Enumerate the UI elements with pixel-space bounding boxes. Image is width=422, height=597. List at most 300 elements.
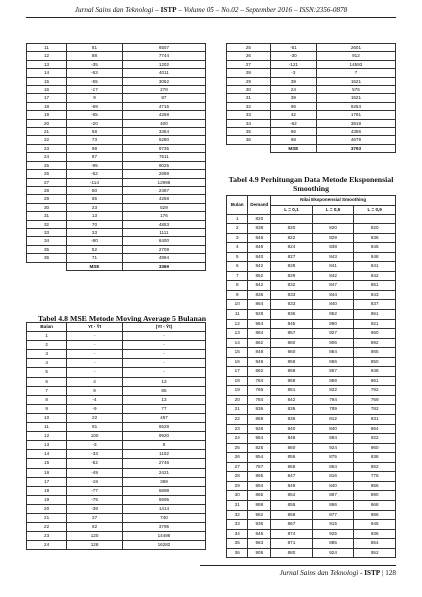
es-l01-cell: 824 bbox=[271, 243, 313, 253]
bulan-cell: 34 bbox=[227, 119, 271, 127]
table-4-9 bbox=[226, 195, 396, 558]
table-row bbox=[27, 60, 206, 68]
bulan-cell: 26 bbox=[227, 453, 248, 463]
es-l09-cell: 845 bbox=[354, 243, 396, 253]
bulan-cell: 34 bbox=[227, 529, 248, 539]
bulan-cell: 29 bbox=[227, 481, 248, 491]
error-cell: -9 bbox=[67, 404, 123, 413]
bulan-cell: 19 bbox=[27, 111, 67, 119]
error-cell: - bbox=[67, 359, 123, 368]
error-cell: 13 bbox=[67, 212, 123, 220]
squared-error-cell: 3364 bbox=[122, 128, 205, 136]
bulan-cell: 24 bbox=[27, 541, 67, 550]
demand-cell: 767 bbox=[248, 462, 271, 472]
demand-cell: 865 bbox=[248, 491, 271, 501]
squared-error-cell: 6400 bbox=[122, 237, 205, 245]
es-l05-cell: 924 bbox=[312, 548, 354, 558]
table-row bbox=[27, 523, 206, 532]
error-cell: -63 bbox=[67, 69, 123, 77]
es-l09-cell: 848 bbox=[354, 252, 396, 262]
es-l09-cell: 945 bbox=[354, 520, 396, 530]
error-cell: -19 bbox=[67, 477, 123, 486]
demand-cell: 842 bbox=[248, 281, 271, 291]
squared-error-cell: 14496 bbox=[122, 532, 205, 541]
header-journal-text: Jurnal Sains dan Teknologi – bbox=[74, 6, 161, 14]
table-row bbox=[27, 94, 206, 102]
es-l05-cell: 822 bbox=[312, 386, 354, 396]
t49-header-demand: Demand bbox=[248, 196, 271, 215]
squared-error-cell: 9254 bbox=[316, 102, 395, 110]
es-l05-cell: 789 bbox=[312, 405, 354, 415]
error-cell: 39 bbox=[270, 94, 316, 102]
es-l05-cell: 847 bbox=[312, 281, 354, 291]
es-l05-cell: 820 bbox=[312, 224, 354, 234]
error-cell: 65 bbox=[67, 195, 123, 203]
es-l01-cell: 832 bbox=[271, 281, 313, 291]
bulan-cell: 2 bbox=[27, 341, 67, 350]
error-cell: 58 bbox=[67, 128, 123, 136]
es-l01-cell: 842 bbox=[271, 395, 313, 405]
table-row bbox=[227, 529, 396, 539]
error-cell: 96 bbox=[270, 102, 316, 110]
bulan-cell: 34 bbox=[27, 237, 67, 245]
es-l09-cell bbox=[354, 214, 396, 224]
es-l01-cell: 855 bbox=[271, 500, 313, 510]
error-cell: -3 bbox=[270, 69, 316, 77]
es-l09-cell: 850 bbox=[354, 357, 396, 367]
bulan-cell: 30 bbox=[27, 203, 67, 211]
table-row bbox=[227, 443, 396, 453]
mse-row bbox=[227, 144, 396, 152]
table-row bbox=[227, 94, 396, 102]
demand-cell: 935 bbox=[248, 520, 271, 530]
bulan-cell: 11 bbox=[27, 44, 67, 52]
squared-error-cell: 1521 bbox=[316, 77, 395, 85]
error-cell: 52 bbox=[67, 245, 123, 253]
bulan-cell: 36 bbox=[227, 548, 248, 558]
error-cell: 88 bbox=[67, 52, 123, 60]
table-row bbox=[227, 290, 396, 300]
es-l05-cell: 857 bbox=[312, 367, 354, 377]
es-l09-cell: 782 bbox=[354, 405, 396, 415]
table-row bbox=[227, 77, 396, 85]
bulan-cell: 35 bbox=[227, 128, 271, 136]
table-row bbox=[27, 450, 206, 459]
table-row bbox=[227, 338, 396, 348]
bulan-cell: 21 bbox=[27, 513, 67, 522]
table-row bbox=[27, 186, 206, 194]
bulan-cell: 27 bbox=[227, 462, 248, 472]
bulan-cell: 6 bbox=[227, 262, 248, 272]
bulan-cell: 3 bbox=[227, 233, 248, 243]
table-row bbox=[27, 119, 206, 127]
es-l09-cell: 890 bbox=[354, 491, 396, 501]
table-row bbox=[227, 281, 396, 291]
bulan-cell: 27 bbox=[27, 178, 67, 186]
error-cell: -52 bbox=[67, 459, 123, 468]
bulan-cell: 12 bbox=[27, 432, 67, 441]
table-row bbox=[27, 495, 206, 504]
error-cell: - bbox=[67, 350, 123, 359]
error-cell: 73 bbox=[67, 136, 123, 144]
squared-error-cell: 7744 bbox=[122, 52, 205, 60]
footer-brand: ISTP bbox=[364, 569, 381, 577]
error-cell: -65 bbox=[67, 111, 123, 119]
bulan-cell: 1 bbox=[27, 332, 67, 341]
table-row bbox=[27, 153, 206, 161]
t48-header-bulan: Bulan bbox=[27, 323, 67, 332]
demand-cell: 864 bbox=[248, 300, 271, 310]
es-l01-cell: 836 bbox=[271, 310, 313, 320]
squared-error-cell: 2669 bbox=[122, 170, 205, 178]
es-l05-cell: 877 bbox=[312, 510, 354, 520]
error-cell: -69 bbox=[67, 102, 123, 110]
table-row bbox=[27, 220, 206, 228]
bulan-cell: 22 bbox=[27, 523, 67, 532]
bulan-cell: 36 bbox=[227, 136, 271, 144]
squared-error-cell: 1521 bbox=[316, 94, 395, 102]
bulan-cell: 33 bbox=[227, 111, 271, 119]
table-row bbox=[227, 510, 396, 520]
error-cell: -33 bbox=[67, 450, 123, 459]
es-l09-cell: 792 bbox=[354, 386, 396, 396]
squared-error-cell: 5595 bbox=[122, 495, 205, 504]
table-4-9-caption bbox=[226, 175, 396, 193]
squared-error-cell: 529 bbox=[122, 203, 205, 211]
es-l05-cell: 838 bbox=[312, 243, 354, 253]
squared-error-cell: 85 bbox=[122, 386, 205, 395]
es-l05-cell: 843 bbox=[312, 252, 354, 262]
error-cell: 70 bbox=[67, 220, 123, 228]
bulan-cell: 14 bbox=[27, 69, 67, 77]
es-l05-cell: 906 bbox=[312, 338, 354, 348]
demand-cell: 825 bbox=[248, 443, 271, 453]
table-row bbox=[27, 245, 206, 253]
table-row bbox=[27, 377, 206, 386]
demand-cell: 842 bbox=[248, 262, 271, 272]
table-4-9-caption-line2: Smoothing bbox=[293, 184, 329, 193]
error-cell: -55 bbox=[67, 77, 123, 85]
es-l09-cell: 865 bbox=[354, 348, 396, 358]
table-row bbox=[27, 111, 206, 119]
squared-error-cell: 3795 bbox=[122, 523, 205, 532]
table-row bbox=[227, 376, 396, 386]
error-cell: -30 bbox=[270, 52, 316, 60]
es-l01-cell: 860 bbox=[271, 338, 313, 348]
es-l09-cell: 922 bbox=[354, 434, 396, 444]
demand-cell: 964 bbox=[248, 434, 271, 444]
table-row bbox=[227, 69, 396, 77]
demand-cell: 928 bbox=[248, 310, 271, 320]
table-4-9-caption-line1: Tabel 4.9 Perhitungan Data Metode Eksponensial bbox=[228, 175, 394, 184]
table-row bbox=[27, 423, 206, 432]
squared-error-cell: 4994 bbox=[122, 254, 205, 262]
bulan-cell: 25 bbox=[227, 44, 271, 52]
squared-error-cell: 1781 bbox=[316, 111, 395, 119]
es-l09-cell: 921 bbox=[354, 319, 396, 329]
es-l09-cell: 769 bbox=[354, 395, 396, 405]
squared-error-cell: - bbox=[122, 368, 205, 377]
bulan-cell: 28 bbox=[227, 472, 248, 482]
error-cell: 81 bbox=[67, 423, 123, 432]
es-l01-cell: 860 bbox=[271, 443, 313, 453]
es-l01-cell: 849 bbox=[271, 481, 313, 491]
table-row bbox=[27, 102, 206, 110]
error-cell: -77 bbox=[67, 486, 123, 495]
bulan-cell: 4 bbox=[227, 243, 248, 253]
bulan-cell: 10 bbox=[227, 300, 248, 310]
error-cell: -52 bbox=[67, 170, 123, 178]
squared-error-cell: 16282 bbox=[122, 541, 205, 550]
demand-cell: 766 bbox=[248, 386, 271, 396]
es-l09-cell: 838 bbox=[354, 453, 396, 463]
mse-blank-cell bbox=[27, 262, 67, 270]
table-4-8-continued bbox=[226, 43, 396, 153]
squared-error-cell: 576 bbox=[316, 86, 395, 94]
bulan-cell: 35 bbox=[227, 539, 248, 549]
bulan-cell: 12 bbox=[27, 52, 67, 60]
bulan-cell: 27 bbox=[227, 60, 271, 68]
bulan-cell: 11 bbox=[227, 310, 248, 320]
error-cell: -3 bbox=[67, 441, 123, 450]
error-cell: 24 bbox=[270, 86, 316, 94]
es-l05-cell: 927 bbox=[312, 329, 354, 339]
table-row bbox=[27, 386, 206, 395]
error-cell: 23 bbox=[67, 203, 123, 211]
bulan-cell: 26 bbox=[27, 170, 67, 178]
es-l01-cell: 822 bbox=[271, 233, 313, 243]
bulan-cell: 16 bbox=[27, 86, 67, 94]
es-l01-cell: 867 bbox=[271, 520, 313, 530]
running-header bbox=[26, 3, 396, 18]
bulan-cell: 35 bbox=[27, 245, 67, 253]
es-l09-cell: 936 bbox=[354, 529, 396, 539]
es-l09-cell: 892 bbox=[354, 338, 396, 348]
table-row bbox=[227, 44, 396, 52]
demand-cell: 840 bbox=[248, 252, 271, 262]
es-l01-cell: 833 bbox=[271, 290, 313, 300]
table-row bbox=[27, 504, 206, 513]
t48-header-squared-error: (Yt - Ŷt) bbox=[122, 323, 205, 332]
bulan-cell: 23 bbox=[227, 424, 248, 434]
demand-cell: 888 bbox=[248, 500, 271, 510]
squared-error-cell: 4853 bbox=[122, 220, 205, 228]
table-row bbox=[227, 500, 396, 510]
table-row bbox=[227, 111, 396, 119]
demand-cell: 952 bbox=[248, 510, 271, 520]
es-l01-cell: 880 bbox=[271, 548, 313, 558]
bulan-cell: 15 bbox=[227, 348, 248, 358]
bulan-cell: 20 bbox=[27, 119, 67, 127]
table-row bbox=[227, 128, 396, 136]
table-row bbox=[227, 271, 396, 281]
bulan-cell: 29 bbox=[27, 195, 67, 203]
squared-error-cell: 5898 bbox=[122, 486, 205, 495]
mse-blank-cell bbox=[227, 144, 271, 152]
demand-cell: 784 bbox=[248, 395, 271, 405]
es-l05-cell: 829 bbox=[312, 233, 354, 243]
demand-cell: 836 bbox=[248, 290, 271, 300]
table-row bbox=[27, 541, 206, 550]
table-row bbox=[227, 319, 396, 329]
squared-error-cell: 467 bbox=[122, 413, 205, 422]
t49-header-group: Nilai Eksponensial Smoothing bbox=[271, 196, 396, 206]
squared-error-cell: 912 bbox=[316, 52, 395, 60]
error-cell: 128 bbox=[67, 541, 123, 550]
squared-error-cell: 4011 bbox=[122, 69, 205, 77]
bulan-cell: 2 bbox=[227, 224, 248, 234]
table-row bbox=[227, 52, 396, 60]
es-l05-cell: 867 bbox=[312, 491, 354, 501]
table-row bbox=[27, 468, 206, 477]
table-row bbox=[227, 472, 396, 482]
bulan-cell: 9 bbox=[27, 404, 67, 413]
bulan-cell: 4 bbox=[27, 359, 67, 368]
es-l01-cell: 836 bbox=[271, 415, 313, 425]
es-l05-cell: 915 bbox=[312, 520, 354, 530]
error-cell: 81 bbox=[67, 44, 123, 52]
table-row bbox=[27, 513, 206, 522]
table-row bbox=[227, 357, 396, 367]
table-row bbox=[227, 481, 396, 491]
table-row bbox=[27, 128, 206, 136]
table-row bbox=[27, 341, 206, 350]
es-l09-cell: 854 bbox=[354, 539, 396, 549]
bulan-cell: 3 bbox=[27, 350, 67, 359]
table-row bbox=[227, 224, 396, 234]
squared-error-cell: 77 bbox=[122, 404, 205, 413]
squared-error-cell: 87 bbox=[122, 94, 205, 102]
squared-error-cell: 400 bbox=[122, 119, 205, 127]
error-cell: 50 bbox=[67, 186, 123, 194]
squared-error-cell: 1202 bbox=[122, 60, 205, 68]
bulan-cell: 16 bbox=[227, 357, 248, 367]
es-l09-cell: 843 bbox=[354, 290, 396, 300]
bulan-cell: 28 bbox=[227, 69, 271, 77]
error-cell: - bbox=[67, 368, 123, 377]
squared-error-cell: 2601 bbox=[316, 44, 395, 52]
bulan-cell: 31 bbox=[227, 500, 248, 510]
bulan-cell: 8 bbox=[227, 281, 248, 291]
es-l09-cell: 864 bbox=[354, 424, 396, 434]
error-cell: 66 bbox=[270, 128, 316, 136]
squared-error-cell: 4268 bbox=[122, 195, 205, 203]
es-l09-cell: 851 bbox=[354, 281, 396, 291]
squared-error-cell: 3819 bbox=[316, 119, 395, 127]
es-l05-cell: 842 bbox=[312, 271, 354, 281]
bulan-cell: 32 bbox=[27, 220, 67, 228]
es-l05-cell: 890 bbox=[312, 319, 354, 329]
bulan-cell: 15 bbox=[27, 77, 67, 85]
bulan-cell: 25 bbox=[27, 161, 67, 169]
es-l05-cell: 812 bbox=[312, 415, 354, 425]
t49-header-l01: L = 0,1 bbox=[271, 205, 313, 214]
es-l09-cell: 868 bbox=[354, 500, 396, 510]
squared-error-cell: 13 bbox=[122, 377, 205, 386]
table-row bbox=[27, 332, 206, 341]
table-row bbox=[27, 195, 206, 203]
bulan-cell: 32 bbox=[227, 510, 248, 520]
bulan-cell: 26 bbox=[227, 52, 271, 60]
squared-error-cell: 9920 bbox=[122, 432, 205, 441]
error-cell: -20 bbox=[67, 119, 123, 127]
table-row bbox=[27, 359, 206, 368]
bulan-cell: 5 bbox=[227, 252, 248, 262]
bulan-cell: 30 bbox=[227, 491, 248, 501]
table-row bbox=[27, 395, 206, 404]
bulan-cell: 20 bbox=[227, 395, 248, 405]
es-l05-cell: 840 bbox=[312, 300, 354, 310]
demand-cell: 862 bbox=[248, 367, 271, 377]
es-l09-cell: 820 bbox=[354, 224, 396, 234]
table-row bbox=[27, 254, 206, 262]
table-row bbox=[27, 86, 206, 94]
bulan-cell: 31 bbox=[27, 212, 67, 220]
t49-header-bulan: Bulan bbox=[227, 196, 248, 215]
error-cell: -95 bbox=[67, 161, 123, 169]
table-row bbox=[27, 77, 206, 85]
es-l01-cell: 836 bbox=[271, 405, 313, 415]
squared-error-cell: 9025 bbox=[122, 161, 205, 169]
squared-error-cell: 12996 bbox=[122, 178, 205, 186]
table-row bbox=[27, 404, 206, 413]
es-l09-cell: 960 bbox=[354, 443, 396, 453]
demand-cell: 820 bbox=[248, 214, 271, 224]
bulan-cell: 31 bbox=[227, 94, 271, 102]
table-row bbox=[27, 413, 206, 422]
mse-label: MSE bbox=[270, 144, 316, 152]
es-l05-cell: 859 bbox=[312, 376, 354, 386]
bulan-cell: 5 bbox=[27, 368, 67, 377]
table-row bbox=[227, 520, 396, 530]
error-cell: 33 bbox=[67, 228, 123, 236]
es-l01-cell: 856 bbox=[271, 462, 313, 472]
es-l09-cell: 831 bbox=[354, 415, 396, 425]
error-cell: 68 bbox=[270, 136, 316, 144]
es-l01-cell: 859 bbox=[271, 357, 313, 367]
table-row bbox=[227, 233, 396, 243]
squared-error-cell: 2709 bbox=[122, 245, 205, 253]
bulan-cell: 20 bbox=[27, 504, 67, 513]
squared-error-cell: 740 bbox=[122, 513, 205, 522]
squared-error-cell: 4268 bbox=[122, 111, 205, 119]
bulan-cell: 6 bbox=[27, 377, 67, 386]
bulan-cell: 19 bbox=[27, 495, 67, 504]
error-cell: -121 bbox=[270, 60, 316, 68]
t49-header-l09: L = 0,9 bbox=[354, 205, 396, 214]
error-cell: 9 bbox=[67, 386, 123, 395]
error-cell: 39 bbox=[270, 77, 316, 85]
bulan-cell: 29 bbox=[227, 77, 271, 85]
table-row bbox=[227, 86, 396, 94]
squared-error-cell: 2421 bbox=[122, 468, 205, 477]
squared-error-cell: 2746 bbox=[122, 459, 205, 468]
es-l09-cell: 836 bbox=[354, 233, 396, 243]
squared-error-cell: 4715 bbox=[122, 102, 205, 110]
error-cell: 87 bbox=[67, 153, 123, 161]
bulan-cell: 30 bbox=[227, 86, 271, 94]
squared-error-cell: 5280 bbox=[122, 136, 205, 144]
squared-error-cell: 1414 bbox=[122, 504, 205, 513]
table-row bbox=[227, 491, 396, 501]
es-l01-cell bbox=[271, 214, 313, 224]
table-row bbox=[227, 415, 396, 425]
es-l05-cell: 884 bbox=[312, 434, 354, 444]
error-cell: -4 bbox=[67, 395, 123, 404]
mse-row bbox=[27, 262, 206, 270]
es-l05-cell: 841 bbox=[312, 262, 354, 272]
table-row bbox=[227, 243, 396, 253]
